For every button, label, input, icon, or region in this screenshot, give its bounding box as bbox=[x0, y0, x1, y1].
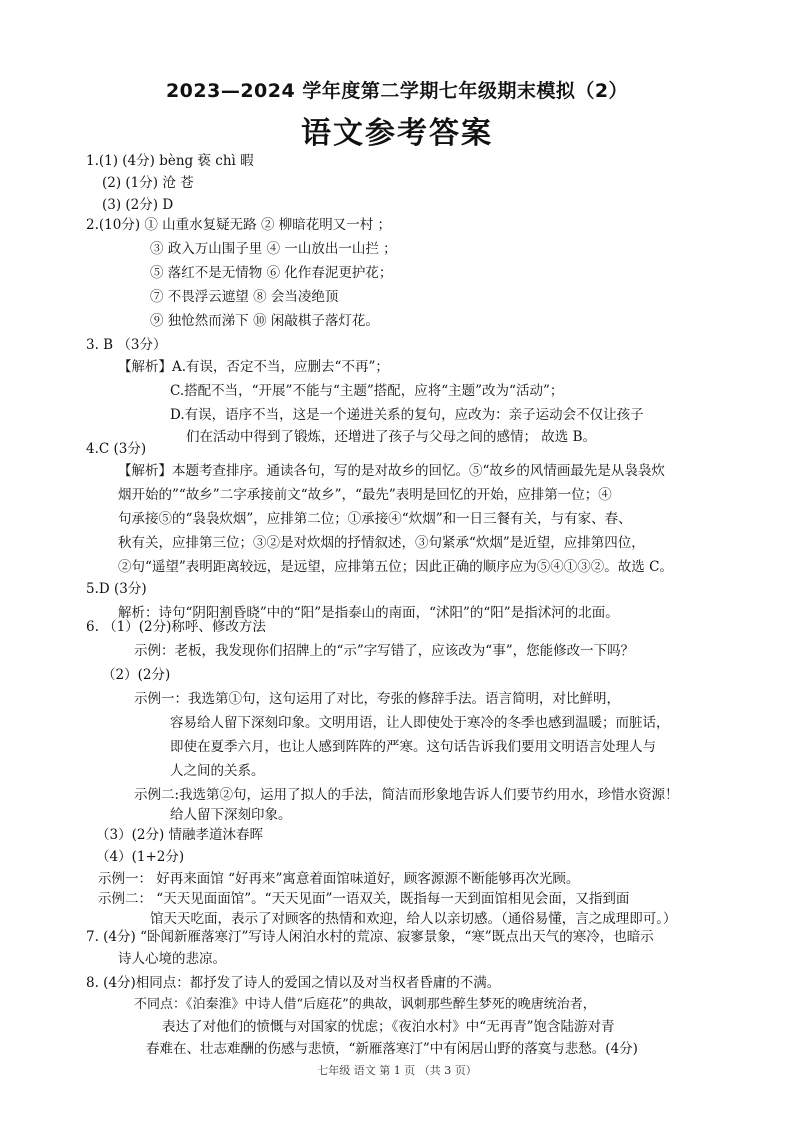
q2-line1: 2.(10分) ① 山重水复疑无路 ② 柳暗花明又一村 ； bbox=[86, 217, 392, 233]
q6-part4-example2-cont: 馆天天吃面，表示了对顾客的热情和欢迎，给人以亲切感。（通俗易懂，言之成理即可。） bbox=[150, 911, 677, 927]
q6-part4: （4）(1+2分) bbox=[96, 849, 185, 865]
q6-part1: 6. （1）(2分)称呼、修改方法 bbox=[86, 619, 266, 635]
q7-answer: 7. (4分) “卧闻新雁落寒汀”写诗人闲泊水村的荒凉、寂寥景象，“寒”既点出天气的寒冷，也暗示 bbox=[86, 929, 654, 945]
exam-title: 2023—2024 学年度第二学期七年级期末模拟（2） bbox=[165, 80, 629, 102]
q1-part1: 1.(1) (4分) bèng 亵 chì 暇 bbox=[86, 153, 254, 169]
q2-line5: ⑨ 独怆然而涕下 ⑩ 闲敲棋子落灯花。 bbox=[150, 313, 379, 329]
q3-answer: 3. B （3分） bbox=[86, 337, 167, 353]
q6-part2-example2-cont: 给人留下深刻印象。 bbox=[170, 807, 292, 823]
q6-part2-example1: 示例一：我选第①句，这句运用了对比，夸张的修辞手法。语言简明，对比鲜明， bbox=[134, 691, 620, 707]
q6-part4-example1: 示例一： 好再来面馆 “好再来”寓意着面馆味道好，顾客源源不断能够再次光顾。 bbox=[98, 871, 580, 887]
q4-answer: 4.C (3分) bbox=[86, 441, 147, 457]
q3-analysis-c: C.搭配不当，“开展”不能与“主题”搭配，应将“主题”改为“活动”； bbox=[170, 383, 564, 399]
q6-part2-example1-cont1: 容易给人留下深刻印象。文明用语，让人即使处于寒冷的冬季也感到温暖；而脏话， bbox=[170, 715, 670, 731]
q5-answer: 5.D (3分) bbox=[86, 581, 147, 597]
q8-similarity: 8. (4分)相同点：都抒发了诗人的爱国之情以及对当权者昏庸的不满。 bbox=[86, 975, 501, 991]
q8-difference-1: 不同点：《泊秦淮》中诗人借“后庭花”的典故，讽刺那些醉生梦死的晚唐统治者， bbox=[134, 997, 596, 1012]
q4-analysis-3: 句承接⑤的“袅袅炊烟”，应排第二位；①承接④“炊烟”和一日三餐有关，与有家、春、 bbox=[118, 511, 632, 527]
q4-analysis-5: ②句“遥望”表明距离较远，是远望，应排第五位；因此正确的顺序应为⑤④①③②。故选 C。 bbox=[118, 559, 673, 575]
q8-difference-2: 表达了对他们的愤慨与对国家的忧虑；《夜泊水村》中“无再青”饱含陆游对青 bbox=[162, 1019, 615, 1035]
q6-part2-example2: 示例二:我选第②句，运用了拟人的手法，简洁而形象地告诉人们要节约用水，珍惜水资源！ bbox=[134, 787, 679, 803]
q5-analysis: 解析：诗句“阴阳割昏晓”中的“阳”是指泰山的南面，“沭阳”的“阳”是指沭河的北面。 bbox=[118, 605, 619, 621]
q6-part1-example: 示例：老板，我发现你们招牌上的“示”字写错了，应该改为“事”，您能修改一下吗？ bbox=[134, 643, 635, 659]
q8-difference-3: 春难在、壮志难酬的伤感与悲愤，“新雁落寒汀”中有闲居山野的落寞与悲愁。(4分) bbox=[146, 1041, 638, 1057]
q6-part2-example1-cont3: 人之间的关系。 bbox=[170, 763, 265, 779]
q2-line3: ⑤ 落红不是无情物 ⑥ 化作春泥更护花； bbox=[150, 265, 393, 281]
q6-part3: （3）(2分) 情融孝道沐春晖 bbox=[96, 827, 264, 843]
q4-analysis-1: 【解析】本题考查排序。通读各句，写的是对故乡的回忆。⑤“故乡的风情画最先是从袅袅炊 bbox=[118, 463, 665, 479]
q2-line4: ⑦ 不畏浮云遮望 ⑧ 会当凌绝顶 bbox=[150, 289, 339, 305]
q4-analysis-2: 烟开始的”“故乡”二字承接前文“故乡”，“最先”表明是回忆的开始，应排第一位；④ bbox=[118, 487, 612, 503]
q6-part2: （2）(2分) bbox=[102, 667, 171, 683]
q3-analysis-a: 【解析】A.有误，否定不当，应删去“不再”； bbox=[118, 359, 389, 375]
q3-analysis-d: D.有误，语序不当，这是一个递进关系的复句，应改为：亲子运动会不仅让孩子 bbox=[170, 407, 644, 423]
q6-part4-example2: 示例二： “天天见面面馆”。“天天见面”一语双关，既指每一天到面馆相见会面，又指到面 bbox=[98, 891, 630, 907]
q7-answer-cont: 诗人心境的悲凉。 bbox=[118, 951, 226, 967]
q6-part2-example1-cont2: 即使在夏季六月，也让人感到阵阵的严寒。这句话告诉我们要用文明语言处理人与 bbox=[170, 739, 656, 755]
q3-analysis-d-cont: 们在活动中得到了锻炼，还增进了孩子与父母之间的感情； 故选 B。 bbox=[186, 429, 597, 445]
q1-part3: (3) (2分) D bbox=[102, 197, 174, 213]
document-title: 语文参考答案 bbox=[301, 116, 493, 151]
page-footer: 七年级 语文 第 1 页 （共 3 页） bbox=[317, 1064, 477, 1077]
q4-analysis-4: 秋有关，应排第三位；③②是对炊烟的抒情叙述，③句紧承“炊烟”是近望，应排第四位， bbox=[118, 535, 645, 551]
q1-part2: (2) (1分) 沧 苍 bbox=[102, 175, 194, 191]
q2-line2: ③ 政入万山围子里 ④ 一山放出一山拦 ； bbox=[150, 241, 397, 257]
